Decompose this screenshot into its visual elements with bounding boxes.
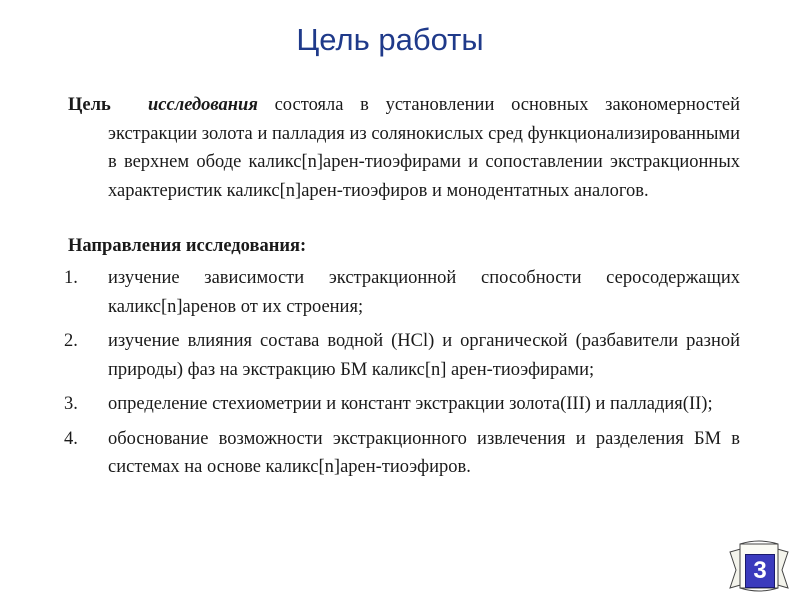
goal-text: состояла в установлении основных закономерностей экстракции золота и палладия из солянокислых сред функционализированными в верхнем ободе каликс[n]арен-тиоэфирами и сопоставлении экстракционных характеристик каликс[n]арен-тиоэфиров и монодентатных аналогов. — [108, 95, 740, 201]
list-item-text: обоснование возможности экстракционного извлечения и разделения БМ в системах на основе каликс[n]арен-тиоэфиров. — [108, 428, 740, 477]
list-item-text: изучение зависимости экстракционной способности серосодержащих каликс[n]аренов от их строения; — [108, 268, 740, 317]
page-title: Цель работы — [296, 22, 484, 57]
list-item-number: 1. — [64, 268, 78, 288]
goal-label-italic: исследования — [148, 95, 258, 115]
directions-list — [56, 264, 740, 488]
list-item-text: определение стехиометрии и констант экстракции золота(III) и палладия(II); — [108, 394, 713, 414]
list-item-number: 3. — [64, 394, 78, 414]
directions-heading: Направления исследования: — [68, 236, 307, 256]
page-number: 3 — [745, 554, 775, 588]
list-item — [56, 264, 740, 321]
list-item — [56, 327, 740, 384]
research-goal-paragraph — [68, 91, 740, 205]
list-item — [56, 425, 740, 482]
goal-label-bold: Цель — [68, 95, 111, 115]
list-item — [56, 390, 740, 419]
list-item-text: изучение влияния состава водной (HCl) и органической (разбавители разной природы) фаз на экстракцию БМ каликс[n] арен-тиоэфирами; — [108, 331, 740, 380]
list-item-number: 2. — [64, 331, 78, 351]
list-item-number: 4. — [64, 428, 78, 449]
